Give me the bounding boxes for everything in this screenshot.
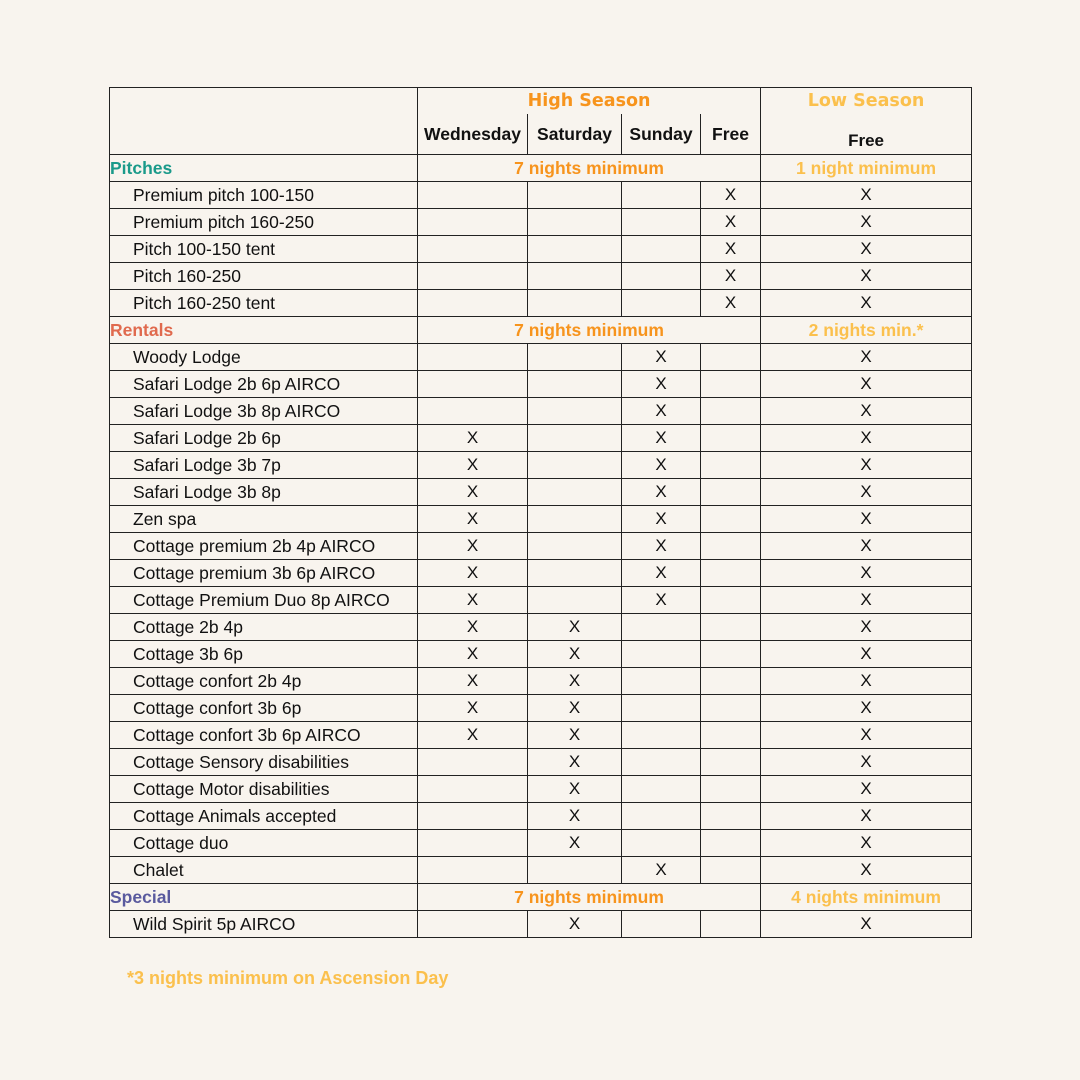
- high-sunday-cell: [622, 209, 701, 236]
- high-wednesday-cell: [418, 911, 528, 938]
- high-saturday-cell: [528, 398, 622, 425]
- section-row: [110, 317, 972, 344]
- accommodation-name: Pitch 160-250: [110, 263, 418, 290]
- high-sunday-cell: [622, 803, 701, 830]
- table-row: [110, 263, 972, 290]
- high-sunday-cell: X: [622, 533, 701, 560]
- high-sunday-cell: [622, 668, 701, 695]
- high-wednesday-cell: X: [418, 452, 528, 479]
- high-free-cell: [701, 830, 761, 857]
- high-wednesday-cell: [418, 182, 528, 209]
- accommodation-name: Zen spa: [110, 506, 418, 533]
- low-free-cell: X: [761, 857, 972, 884]
- high-free-cell: [701, 749, 761, 776]
- high-wednesday-cell: [418, 263, 528, 290]
- table-row: [110, 776, 972, 803]
- high-saturday-cell: X: [528, 803, 622, 830]
- low-free-cell: X: [761, 371, 972, 398]
- high-wednesday-cell: [418, 371, 528, 398]
- table-row: [110, 344, 972, 371]
- high-sunday-cell: [622, 290, 701, 317]
- high-free-cell: [701, 668, 761, 695]
- high-free-cell: [701, 344, 761, 371]
- high-wednesday-cell: [418, 344, 528, 371]
- section-row: [110, 884, 972, 911]
- table-row: [110, 749, 972, 776]
- table-row: [110, 722, 972, 749]
- accommodation-name: Cottage confort 2b 4p: [110, 668, 418, 695]
- low-free-cell: X: [761, 587, 972, 614]
- high-saturday-cell: [528, 560, 622, 587]
- table-row: [110, 182, 972, 209]
- high-free-cell: [701, 371, 761, 398]
- high-saturday-cell: [528, 533, 622, 560]
- high-saturday-cell: [528, 371, 622, 398]
- high-free-cell: [701, 911, 761, 938]
- high-sunday-cell: X: [622, 857, 701, 884]
- table-row: [110, 479, 972, 506]
- high-free-cell: [701, 533, 761, 560]
- accommodation-name: Cottage Premium Duo 8p AIRCO: [110, 587, 418, 614]
- high-free-cell: X: [701, 236, 761, 263]
- high-saturday-cell: [528, 290, 622, 317]
- table-row: [110, 506, 972, 533]
- low-free-cell: X: [761, 263, 972, 290]
- high-sunday-cell: X: [622, 587, 701, 614]
- day-header-sunday: Sunday: [622, 114, 701, 155]
- high-sunday-cell: X: [622, 344, 701, 371]
- accommodation-name: Wild Spirit 5p AIRCO: [110, 911, 418, 938]
- low-free-cell: X: [761, 776, 972, 803]
- low-free-cell: X: [761, 533, 972, 560]
- table-row: [110, 587, 972, 614]
- table-row: [110, 695, 972, 722]
- high-sunday-cell: X: [622, 398, 701, 425]
- accommodation-name: Cottage Animals accepted: [110, 803, 418, 830]
- high-saturday-cell: X: [528, 641, 622, 668]
- high-wednesday-cell: X: [418, 695, 528, 722]
- high-wednesday-cell: [418, 290, 528, 317]
- low-free-cell: X: [761, 668, 972, 695]
- low-free-cell: X: [761, 614, 972, 641]
- low-season-header: [761, 88, 972, 155]
- high-saturday-cell: [528, 263, 622, 290]
- accommodation-name: Safari Lodge 3b 7p: [110, 452, 418, 479]
- table-row: [110, 533, 972, 560]
- high-free-cell: [701, 695, 761, 722]
- low-free-cell: X: [761, 344, 972, 371]
- low-free-cell: X: [761, 182, 972, 209]
- table-row: [110, 371, 972, 398]
- low-free-cell: X: [761, 695, 972, 722]
- low-free-cell: X: [761, 236, 972, 263]
- high-free-cell: [701, 857, 761, 884]
- low-season-free-label: Free: [848, 131, 884, 150]
- season-availability-table: [109, 87, 972, 938]
- table-row: [110, 614, 972, 641]
- high-free-cell: [701, 560, 761, 587]
- high-wednesday-cell: X: [418, 533, 528, 560]
- accommodation-name: Cottage Sensory disabilities: [110, 749, 418, 776]
- accommodation-name: Pitch 100-150 tent: [110, 236, 418, 263]
- high-sunday-cell: [622, 236, 701, 263]
- table-row: [110, 398, 972, 425]
- high-saturday-cell: X: [528, 776, 622, 803]
- table-row: [110, 641, 972, 668]
- high-saturday-cell: [528, 857, 622, 884]
- high-sunday-cell: [622, 722, 701, 749]
- high-saturday-cell: X: [528, 614, 622, 641]
- table-row: [110, 209, 972, 236]
- high-free-cell: [701, 722, 761, 749]
- high-sunday-cell: [622, 911, 701, 938]
- low-free-cell: X: [761, 803, 972, 830]
- table-row: [110, 425, 972, 452]
- high-saturday-cell: [528, 506, 622, 533]
- high-season-minimum: 7 nights minimum: [418, 884, 761, 911]
- high-sunday-cell: [622, 749, 701, 776]
- low-free-cell: X: [761, 209, 972, 236]
- day-header-wednesday: Wednesday: [418, 114, 528, 155]
- day-header-saturday: Saturday: [528, 114, 622, 155]
- table-row: [110, 560, 972, 587]
- high-season-title: High Season: [418, 88, 761, 115]
- high-free-cell: [701, 425, 761, 452]
- accommodation-name: Cottage confort 3b 6p AIRCO: [110, 722, 418, 749]
- high-season-minimum: 7 nights minimum: [418, 155, 761, 182]
- high-wednesday-cell: X: [418, 479, 528, 506]
- high-wednesday-cell: X: [418, 560, 528, 587]
- low-free-cell: X: [761, 560, 972, 587]
- high-saturday-cell: [528, 182, 622, 209]
- high-wednesday-cell: [418, 209, 528, 236]
- high-sunday-cell: [622, 263, 701, 290]
- table-row: [110, 452, 972, 479]
- high-free-cell: X: [701, 209, 761, 236]
- high-sunday-cell: X: [622, 371, 701, 398]
- high-sunday-cell: [622, 614, 701, 641]
- low-free-cell: X: [761, 830, 972, 857]
- table-row: [110, 668, 972, 695]
- high-sunday-cell: [622, 641, 701, 668]
- high-saturday-cell: X: [528, 695, 622, 722]
- section-title: Rentals: [110, 317, 418, 344]
- low-free-cell: X: [761, 749, 972, 776]
- high-saturday-cell: [528, 425, 622, 452]
- low-free-cell: X: [761, 425, 972, 452]
- high-saturday-cell: X: [528, 911, 622, 938]
- accommodation-name: Premium pitch 160-250: [110, 209, 418, 236]
- low-free-cell: X: [761, 290, 972, 317]
- accommodation-name: Safari Lodge 2b 6p: [110, 425, 418, 452]
- high-saturday-cell: [528, 344, 622, 371]
- high-free-cell: [701, 614, 761, 641]
- footnote: *3 nights minimum on Ascension Day: [127, 968, 449, 988]
- accommodation-name: Safari Lodge 3b 8p AIRCO: [110, 398, 418, 425]
- high-wednesday-cell: X: [418, 506, 528, 533]
- accommodation-name: Cottage confort 3b 6p: [110, 695, 418, 722]
- table-row: [110, 830, 972, 857]
- section-row: [110, 155, 972, 182]
- high-wednesday-cell: X: [418, 722, 528, 749]
- low-free-cell: X: [761, 398, 972, 425]
- day-header-free: Free: [701, 114, 761, 155]
- high-saturday-cell: [528, 479, 622, 506]
- high-saturday-cell: X: [528, 749, 622, 776]
- high-wednesday-cell: X: [418, 587, 528, 614]
- low-free-cell: X: [761, 722, 972, 749]
- high-sunday-cell: X: [622, 452, 701, 479]
- high-sunday-cell: [622, 776, 701, 803]
- high-saturday-cell: [528, 452, 622, 479]
- high-sunday-cell: X: [622, 425, 701, 452]
- accommodation-name: Cottage premium 2b 4p AIRCO: [110, 533, 418, 560]
- high-saturday-cell: X: [528, 830, 622, 857]
- high-season-minimum: 7 nights minimum: [418, 317, 761, 344]
- accommodation-name: Premium pitch 100-150: [110, 182, 418, 209]
- high-wednesday-cell: [418, 803, 528, 830]
- accommodation-name: Cottage 3b 6p: [110, 641, 418, 668]
- low-season-title: Low Season: [807, 91, 925, 111]
- low-season-minimum: 2 nights min.*: [761, 317, 972, 344]
- accommodation-name: Chalet: [110, 857, 418, 884]
- table-row: [110, 236, 972, 263]
- low-free-cell: X: [761, 479, 972, 506]
- high-saturday-cell: [528, 209, 622, 236]
- high-sunday-cell: X: [622, 506, 701, 533]
- high-free-cell: [701, 452, 761, 479]
- table-row: [110, 857, 972, 884]
- high-wednesday-cell: X: [418, 641, 528, 668]
- high-free-cell: [701, 641, 761, 668]
- accommodation-name: Cottage duo: [110, 830, 418, 857]
- high-free-cell: [701, 479, 761, 506]
- accommodation-name: Cottage premium 3b 6p AIRCO: [110, 560, 418, 587]
- high-free-cell: [701, 587, 761, 614]
- high-free-cell: X: [701, 263, 761, 290]
- high-wednesday-cell: X: [418, 425, 528, 452]
- high-free-cell: X: [701, 290, 761, 317]
- high-saturday-cell: [528, 587, 622, 614]
- high-sunday-cell: X: [622, 560, 701, 587]
- high-sunday-cell: [622, 182, 701, 209]
- low-free-cell: X: [761, 452, 972, 479]
- high-wednesday-cell: [418, 749, 528, 776]
- high-free-cell: [701, 803, 761, 830]
- high-sunday-cell: [622, 695, 701, 722]
- low-season-minimum: 4 nights minimum: [761, 884, 972, 911]
- accommodation-name: Safari Lodge 3b 8p: [110, 479, 418, 506]
- high-sunday-cell: X: [622, 479, 701, 506]
- high-saturday-cell: X: [528, 722, 622, 749]
- season-title-row: [110, 88, 972, 115]
- high-saturday-cell: [528, 236, 622, 263]
- table-row: [110, 911, 972, 938]
- accommodation-name: Cottage 2b 4p: [110, 614, 418, 641]
- high-wednesday-cell: X: [418, 614, 528, 641]
- table-row: [110, 803, 972, 830]
- high-wednesday-cell: [418, 398, 528, 425]
- table-row: [110, 290, 972, 317]
- low-season-minimum: 1 night minimum: [761, 155, 972, 182]
- high-free-cell: [701, 398, 761, 425]
- high-free-cell: [701, 506, 761, 533]
- low-free-cell: X: [761, 641, 972, 668]
- high-wednesday-cell: [418, 857, 528, 884]
- accommodation-name: Pitch 160-250 tent: [110, 290, 418, 317]
- accommodation-name: Safari Lodge 2b 6p AIRCO: [110, 371, 418, 398]
- accommodation-name: Woody Lodge: [110, 344, 418, 371]
- high-wednesday-cell: [418, 776, 528, 803]
- section-title: Pitches: [110, 155, 418, 182]
- section-title: Special: [110, 884, 418, 911]
- header-empty-cell: [110, 88, 418, 155]
- high-wednesday-cell: [418, 830, 528, 857]
- high-wednesday-cell: [418, 236, 528, 263]
- high-wednesday-cell: X: [418, 668, 528, 695]
- high-sunday-cell: [622, 830, 701, 857]
- high-free-cell: [701, 776, 761, 803]
- high-saturday-cell: X: [528, 668, 622, 695]
- high-free-cell: X: [701, 182, 761, 209]
- low-free-cell: X: [761, 911, 972, 938]
- accommodation-name: Cottage Motor disabilities: [110, 776, 418, 803]
- low-free-cell: X: [761, 506, 972, 533]
